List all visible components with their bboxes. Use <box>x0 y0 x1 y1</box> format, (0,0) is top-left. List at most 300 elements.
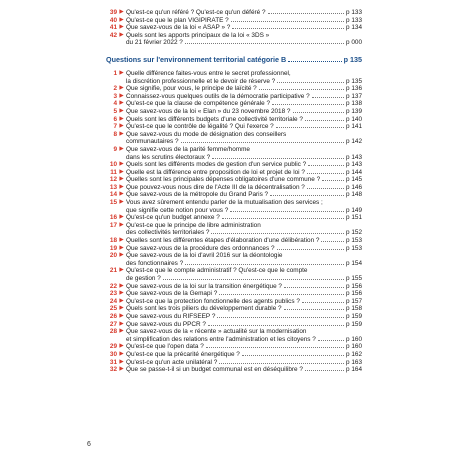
toc-entry <box>106 184 362 192</box>
entry-number: 21 <box>109 267 117 275</box>
entry-body <box>126 131 362 146</box>
entry-page: p 162 <box>346 350 362 358</box>
arrow-icon: ▶ <box>119 161 124 168</box>
entry-body <box>126 169 362 177</box>
entry-page: p 000 <box>346 39 362 47</box>
entry-body <box>126 245 362 253</box>
entry-body <box>126 321 362 329</box>
arrow-icon: ▶ <box>119 312 124 319</box>
entry-line <box>126 176 362 184</box>
entry-line <box>126 199 362 207</box>
entry-body <box>126 366 362 374</box>
toc-entry <box>106 32 362 47</box>
entry-line <box>126 161 362 169</box>
entry-page: p 157 <box>346 297 362 305</box>
entry-line <box>126 359 362 367</box>
entry-number: 11 <box>110 168 117 176</box>
entry-number: 22 <box>109 282 117 290</box>
toc-entry <box>106 351 362 359</box>
entry-text: Que savez-vous de la « récente » actualité sur la modernisation <box>126 328 307 336</box>
entry-body <box>126 267 362 282</box>
entry-text: des collectivités territoriales ? <box>126 229 210 237</box>
entry-text: Quels sont les apports principaux de la loi « 3DS » <box>126 31 270 39</box>
dot-leader <box>217 317 344 318</box>
entry-line <box>126 351 362 359</box>
entry-body <box>126 283 362 291</box>
entry-body <box>126 123 362 131</box>
entry-line <box>126 39 362 47</box>
entry-number: 10 <box>109 161 117 169</box>
entry-number: 14 <box>109 191 117 199</box>
toc-entry <box>106 359 362 367</box>
entry-text: Qu'est-ce que la précarité énergétique ? <box>126 350 240 358</box>
dot-leader <box>308 165 344 166</box>
dot-leader <box>230 211 344 212</box>
entry-number: 29 <box>109 343 117 351</box>
dot-leader <box>212 158 344 159</box>
toc-entry <box>106 123 362 131</box>
entry-page: p 156 <box>346 282 362 290</box>
dot-leader <box>222 218 344 219</box>
toc-entry <box>106 366 362 374</box>
entry-number: 17 <box>109 221 117 229</box>
toc-entry <box>106 245 362 253</box>
entry-text: Quelle différence faites-vous entre le secret professionnel, <box>126 69 291 77</box>
entry-body <box>126 85 362 93</box>
arrow-icon: ▶ <box>119 123 124 130</box>
arrow-icon: ▶ <box>119 282 124 289</box>
arrow-icon: ▶ <box>119 290 124 297</box>
arrow-icon: ▶ <box>119 183 124 190</box>
entry-text: Qu'est-ce que l'open data ? <box>126 343 204 351</box>
entry-page: p 160 <box>346 343 362 351</box>
entry-number: 2 <box>113 85 117 93</box>
entry-text: Qu'est-ce que la protection fonctionnelle des agents publics ? <box>126 297 300 305</box>
entry-number: 41 <box>109 24 117 32</box>
entry-page: p 163 <box>346 358 362 366</box>
entry-number: 9 <box>113 145 117 153</box>
entry-text: Que signifie, pour vous, le principe de laïcité ? <box>126 85 257 93</box>
entry-line <box>126 222 362 230</box>
dot-leader <box>284 309 344 310</box>
entry-page: p 141 <box>346 123 362 131</box>
dot-leader <box>259 89 344 90</box>
arrow-icon: ▶ <box>119 358 124 365</box>
entry-line <box>126 237 362 245</box>
entry-body <box>126 222 362 237</box>
entry-text: Que savez-vous de la loi « Elan » du 23 novembre 2018 ? <box>126 107 291 115</box>
toc-entry <box>106 267 362 282</box>
entry-body <box>126 351 362 359</box>
arrow-icon: ▶ <box>119 24 124 31</box>
entry-text: du 21 février 2022 ? <box>126 39 183 47</box>
entry-number: 40 <box>109 16 117 24</box>
entry-body <box>126 328 362 343</box>
entry-line <box>126 70 362 78</box>
entry-line <box>126 24 362 32</box>
dot-leader <box>232 28 344 29</box>
arrow-icon: ▶ <box>119 214 124 221</box>
section-entries <box>106 70 362 374</box>
entry-number: 28 <box>109 328 117 336</box>
arrow-icon: ▶ <box>119 168 124 175</box>
arrow-icon: ▶ <box>119 328 124 335</box>
entry-body <box>126 298 362 306</box>
table-of-contents <box>106 9 362 374</box>
arrow-icon: ▶ <box>119 85 124 92</box>
entry-body <box>126 184 362 192</box>
entry-text: des fonctionnaires ? <box>126 259 184 267</box>
entry-line <box>126 116 362 124</box>
entry-number: 26 <box>109 312 117 320</box>
entry-body <box>126 305 362 313</box>
entry-page: p 143 <box>346 153 362 161</box>
page-number: 6 <box>87 441 91 448</box>
entry-number: 24 <box>109 297 117 305</box>
toc-entry <box>106 222 362 237</box>
entry-text: Qu'est-ce qu'un référé ? Qu'est-ce qu'un déféré ? <box>126 9 266 16</box>
entry-number: 31 <box>109 358 117 366</box>
entry-number: 23 <box>109 290 117 298</box>
entry-text: dans les scrutins électoraux ? <box>126 153 211 161</box>
entry-page: p 159 <box>346 312 362 320</box>
entry-body <box>126 161 362 169</box>
entry-number: 27 <box>109 320 117 328</box>
dot-leader <box>231 21 344 22</box>
arrow-icon: ▶ <box>119 130 124 137</box>
entry-page: p 153 <box>346 244 362 252</box>
entry-line <box>126 78 362 86</box>
dot-leader <box>181 142 344 143</box>
entry-text: Que pouvez-vous nous dire de l'Acte III de la décentralisation ? <box>126 183 305 191</box>
entry-line <box>126 146 362 154</box>
entry-body <box>126 214 362 222</box>
arrow-icon: ▶ <box>119 16 124 23</box>
dot-leader <box>284 287 344 288</box>
entry-page: p 133 <box>346 16 362 24</box>
entry-number: 15 <box>109 199 117 207</box>
entry-page: p 143 <box>346 161 362 169</box>
entry-line <box>126 32 362 40</box>
toc-entry <box>106 116 362 124</box>
entry-page: p 149 <box>346 206 362 214</box>
entry-text: Quels sont les différents modes de gestion d'un service public ? <box>126 161 307 169</box>
entry-body <box>126 176 362 184</box>
dot-leader <box>185 264 344 265</box>
dot-leader <box>277 249 345 250</box>
entry-text: Que savez-vous de la procédure des ordonnances ? <box>126 244 275 252</box>
entry-line <box>126 207 362 215</box>
entry-number: 16 <box>109 214 117 222</box>
entry-line <box>126 275 362 283</box>
entry-body <box>126 70 362 85</box>
entry-line <box>126 328 362 336</box>
toc-entry <box>106 343 362 351</box>
entry-line <box>126 267 362 275</box>
entry-text: de gestion ? <box>126 275 161 282</box>
entry-line <box>126 298 362 306</box>
entry-text: Que savez-vous de la loi d'avril 2016 sur la déontologie <box>126 252 283 260</box>
arrow-icon: ▶ <box>119 305 124 312</box>
arrow-icon: ▶ <box>119 31 124 38</box>
entry-line <box>126 100 362 108</box>
section-page: p 135 <box>343 54 362 64</box>
entry-body <box>126 343 362 351</box>
entry-body <box>126 93 362 101</box>
toc-entry <box>106 9 362 17</box>
entry-text: Que savez-vous du RIFSEEP ? <box>126 312 216 320</box>
entry-text: Quelle est la différence entre proposition de loi et projet de loi ? <box>126 168 305 176</box>
entry-line <box>126 305 362 313</box>
entry-page: p 160 <box>346 335 362 343</box>
toc-entry <box>106 161 362 169</box>
entry-body <box>126 290 362 298</box>
entry-page: p 145 <box>346 176 362 184</box>
entry-page: p 134 <box>346 24 362 32</box>
entry-body <box>126 146 362 161</box>
entry-text: Que savez-vous de la métropole du Grand Paris ? <box>126 191 269 199</box>
entry-page: p 156 <box>346 290 362 298</box>
toc-entry <box>106 298 362 306</box>
entry-text: Qu'est-ce qu'un acte unilatéral ? <box>126 358 218 366</box>
dot-leader <box>305 370 344 371</box>
toc-entry <box>106 214 362 222</box>
dot-leader <box>276 127 344 128</box>
entry-line <box>126 336 362 344</box>
entry-number: 13 <box>109 183 117 191</box>
entry-line <box>126 313 362 321</box>
dot-leader <box>242 355 344 356</box>
entry-line <box>126 131 362 139</box>
entry-page: p 135 <box>346 77 362 85</box>
entry-text: Quels sont les différents budgets d'une collectivité territoriale ? <box>126 115 303 123</box>
entry-text: communautaires ? <box>126 138 179 146</box>
entry-line <box>126 85 362 93</box>
entry-text: Qu'est-ce que la clause de compétence générale ? <box>126 100 271 108</box>
arrow-icon: ▶ <box>119 320 124 327</box>
dot-leader <box>185 43 344 44</box>
arrow-icon: ▶ <box>119 176 124 183</box>
dot-leader <box>307 188 344 189</box>
entry-text: que signifie cette notion pour vous ? <box>126 206 229 214</box>
arrow-icon: ▶ <box>119 92 124 99</box>
entry-text: Qu'est-ce qu'un budget annexe ? <box>126 214 220 222</box>
arrow-icon: ▶ <box>119 191 124 198</box>
dot-leader <box>302 302 344 303</box>
entry-text: Que se passe-t-il si un budget communal est en déséquilibre ? <box>126 366 303 374</box>
toc-entry <box>106 17 362 25</box>
arrow-icon: ▶ <box>119 100 124 107</box>
arrow-icon: ▶ <box>119 221 124 228</box>
entry-body <box>126 237 362 245</box>
arrow-icon: ▶ <box>119 145 124 152</box>
entry-line <box>126 17 362 25</box>
entry-page: p 155 <box>346 275 362 282</box>
dot-leader <box>318 340 344 341</box>
arrow-icon: ▶ <box>119 237 124 244</box>
entry-text: Que savez-vous de la loi sur la transition énergétique ? <box>126 282 282 290</box>
entry-page: p 151 <box>346 214 362 222</box>
toc-entry <box>106 85 362 93</box>
entry-body <box>126 199 362 214</box>
entry-page: p 164 <box>346 366 362 374</box>
entry-page: p 138 <box>346 100 362 108</box>
toc-entry <box>106 191 362 199</box>
entry-line <box>126 290 362 298</box>
entry-number: 8 <box>113 130 117 138</box>
entry-page: p 136 <box>346 85 362 93</box>
dot-leader <box>270 195 344 196</box>
entry-number: 42 <box>109 31 117 39</box>
entry-number: 20 <box>109 252 117 260</box>
arrow-icon: ▶ <box>119 252 124 259</box>
toc-entry <box>106 290 362 298</box>
entry-number: 3 <box>113 92 117 100</box>
arrow-icon: ▶ <box>119 9 124 15</box>
toc-entry <box>106 70 362 85</box>
toc-entry <box>106 100 362 108</box>
dot-leader <box>206 347 344 348</box>
section-heading <box>106 55 362 64</box>
dot-leader <box>272 104 344 105</box>
dot-leader <box>293 112 345 113</box>
toc-entry <box>106 199 362 214</box>
entry-text: et simplification des relations entre l'administration et les citoyens ? <box>126 335 316 343</box>
dot-leader <box>288 61 341 62</box>
entry-number: 25 <box>109 305 117 313</box>
entry-line <box>126 93 362 101</box>
entry-number: 32 <box>109 366 117 374</box>
dot-leader <box>208 325 344 326</box>
toc-entry <box>106 313 362 321</box>
toc-entry <box>106 93 362 101</box>
entry-text: Qu'est-ce que le principe de libre administration <box>126 221 261 229</box>
entry-page: p 152 <box>346 229 362 237</box>
entry-number: 19 <box>109 244 117 252</box>
toc-entry <box>106 24 362 32</box>
arrow-icon: ▶ <box>119 107 124 114</box>
entry-line <box>126 260 362 268</box>
dot-leader <box>312 97 344 98</box>
entry-text: Qu'est-ce que le plan VIGIPIRATE ? <box>126 16 229 24</box>
entry-line <box>126 154 362 162</box>
entry-body <box>126 313 362 321</box>
entry-text: Que savez-vous de la Gemapi ? <box>126 290 218 298</box>
dot-leader <box>219 363 344 364</box>
entry-text: Que savez-vous du PPCR ? <box>126 320 206 328</box>
toc-entry <box>106 283 362 291</box>
entry-text: Qu'est-ce que le contrôle de légalité ? Qui l'exerce ? <box>126 123 274 131</box>
entry-body <box>126 17 362 25</box>
entry-number: 6 <box>113 115 117 123</box>
entry-line <box>126 366 362 374</box>
entry-body <box>126 100 362 108</box>
entry-body <box>126 32 362 47</box>
dot-leader <box>211 233 344 234</box>
entry-page: p 144 <box>346 168 362 176</box>
entry-line <box>126 191 362 199</box>
arrow-icon: ▶ <box>119 199 124 206</box>
entry-text: la discrétion professionnelle et le devoir de réserve ? <box>126 77 276 85</box>
entry-page: p 133 <box>346 9 362 16</box>
entry-text: Que savez-vous du mode de désignation des conseillers <box>126 130 287 138</box>
entry-body <box>126 9 362 17</box>
entry-number: 18 <box>109 237 117 245</box>
arrow-icon: ▶ <box>119 297 124 304</box>
entry-number: 5 <box>113 107 117 115</box>
entry-page: p 148 <box>346 191 362 199</box>
entry-body <box>126 191 362 199</box>
entry-line <box>126 108 362 116</box>
toc-entry <box>106 321 362 329</box>
dot-leader <box>307 173 344 174</box>
entry-page: p 154 <box>346 259 362 267</box>
arrow-icon: ▶ <box>119 267 124 274</box>
entry-number: 7 <box>113 123 117 131</box>
arrow-icon: ▶ <box>119 115 124 122</box>
entry-body <box>126 359 362 367</box>
entry-number: 12 <box>109 176 117 184</box>
toc-entry <box>106 169 362 177</box>
entry-page: p 139 <box>346 107 362 115</box>
dot-leader <box>277 82 344 83</box>
entry-line <box>126 229 362 237</box>
entry-body <box>126 116 362 124</box>
entry-text: Que savez-vous de la parité femme/homme <box>126 145 250 153</box>
entry-number: 30 <box>109 350 117 358</box>
entry-line <box>126 214 362 222</box>
entry-text: Quelles sont les différentes étapes d'élaboration d'une délibération ? <box>126 237 320 245</box>
entry-line <box>126 9 362 17</box>
entry-text: Qu'est-ce que le compte administratif ? Qu'est-ce que le compte <box>126 267 308 275</box>
entry-line <box>126 123 362 131</box>
arrow-icon: ▶ <box>119 350 124 357</box>
toc-entry <box>106 252 362 267</box>
entry-number: 39 <box>109 9 117 16</box>
entry-page: p 159 <box>346 320 362 328</box>
entry-line <box>126 343 362 351</box>
entry-body <box>126 108 362 116</box>
entry-number: 1 <box>113 69 117 77</box>
arrow-icon: ▶ <box>119 366 124 373</box>
entry-body <box>126 24 362 32</box>
entry-text: Quels sont les trois piliers du développement durable ? <box>126 305 282 313</box>
toc-entry <box>106 146 362 161</box>
entry-text: Quelles sont les principales dépenses obligatoires d'une commune ? <box>126 176 321 184</box>
entry-page: p 146 <box>346 183 362 191</box>
entry-text: Vous avez sûrement entendu parler de la mutualisation des services ; <box>126 199 323 207</box>
toc-entry <box>106 328 362 343</box>
entry-line <box>126 169 362 177</box>
entry-line <box>126 245 362 253</box>
entry-page: p 137 <box>346 92 362 100</box>
entry-number: 4 <box>113 100 117 108</box>
dot-leader <box>268 13 344 14</box>
entry-page: p 158 <box>346 305 362 313</box>
arrow-icon: ▶ <box>119 343 124 350</box>
dot-leader <box>321 241 344 242</box>
entry-line <box>126 283 362 291</box>
entry-body <box>126 252 362 267</box>
entry-line <box>126 321 362 329</box>
arrow-icon: ▶ <box>119 244 124 251</box>
section-title: Questions sur l'environnement territorial catégorie B <box>106 54 287 64</box>
arrow-icon: ▶ <box>119 69 124 76</box>
entry-text: Connaissez-vous quelques outils de la démocratie participative ? <box>126 92 310 100</box>
entry-line <box>126 138 362 146</box>
dot-leader <box>305 120 344 121</box>
entry-line <box>126 184 362 192</box>
